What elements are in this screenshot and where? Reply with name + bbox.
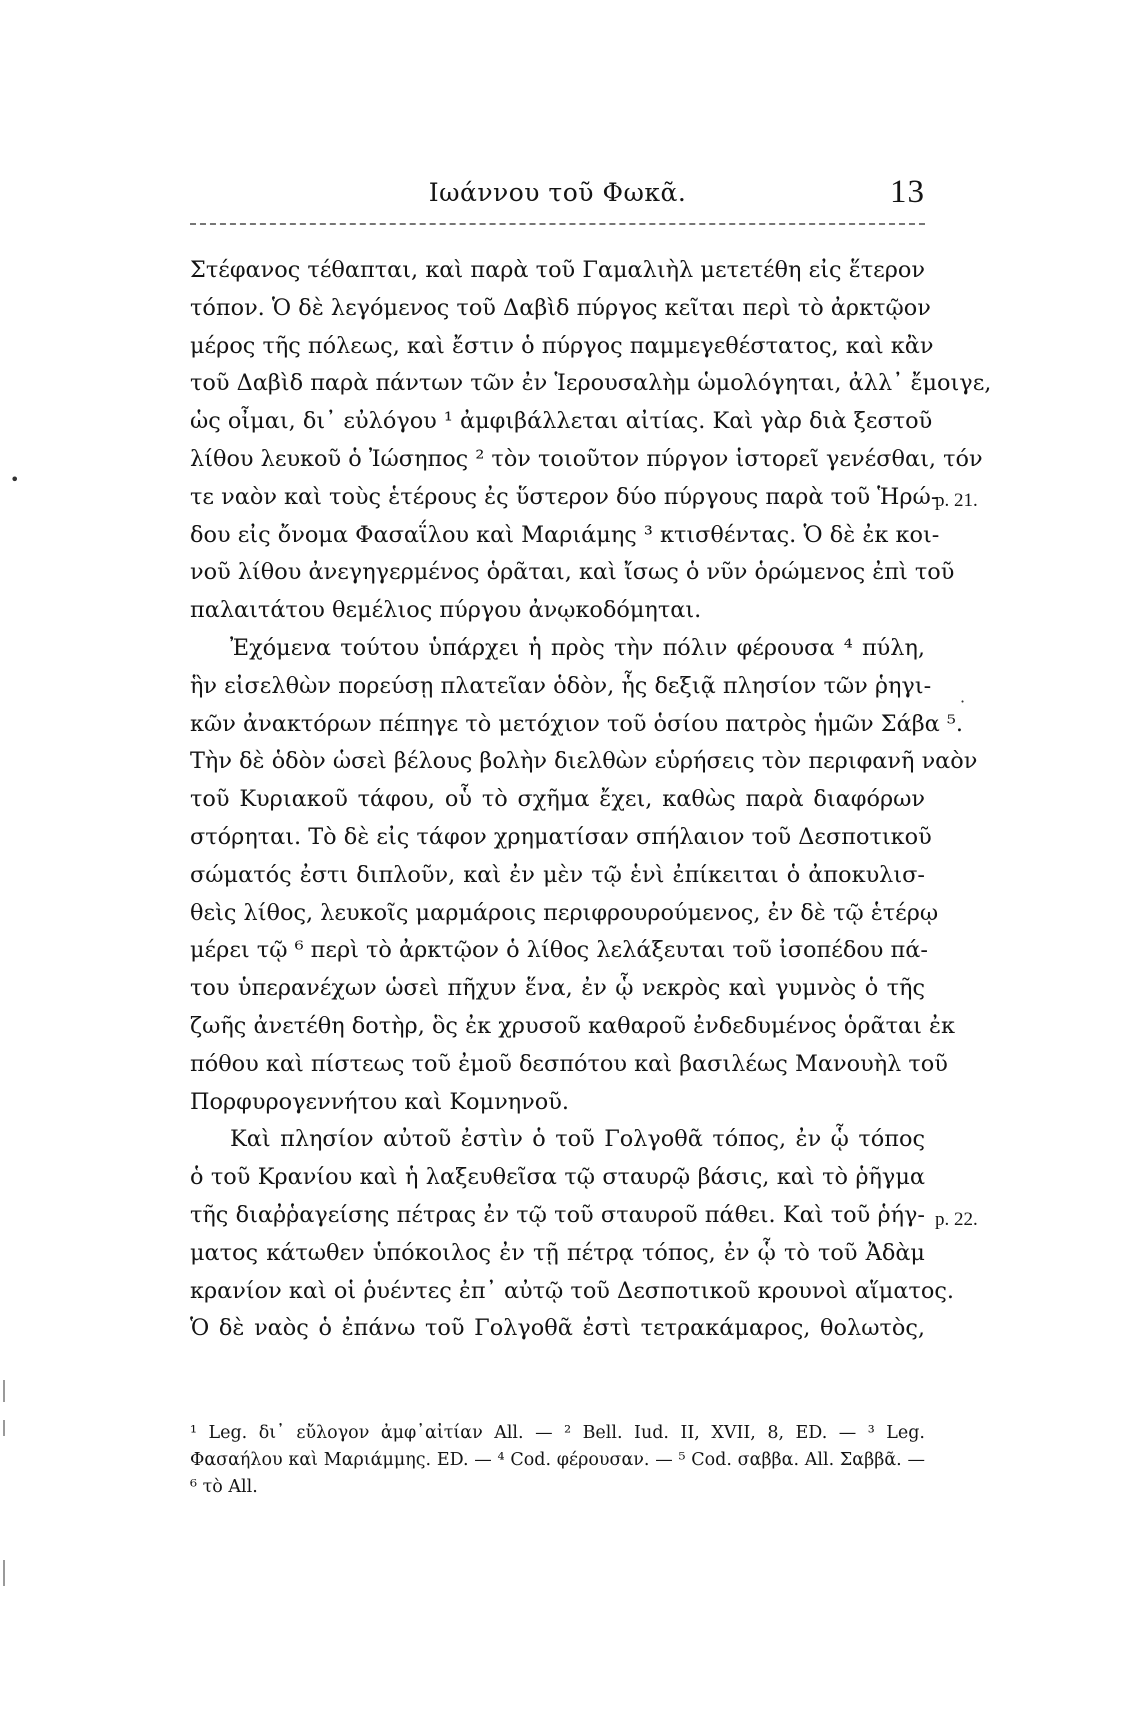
text-line: Τὴν δὲ ὁδὸν ὡσεὶ βέλους βολὴν διελθὼν εὑρήσεις τὸν περιφανῆ ναὸν xyxy=(190,748,978,775)
header-rule xyxy=(190,223,925,225)
running-title: Ιωάννου τοῦ Φωκᾶ. xyxy=(428,178,687,207)
margin-note-p22: p. 22. xyxy=(935,1209,978,1230)
text-line: στόρηται. Τὸ δὲ εἰς τάφον χρηματίσαν σπήλαιον τοῦ Δεσποτικοῦ xyxy=(190,823,932,850)
text-line: κῶν ἀνακτόρων πέπηγε τὸ μετόχιον τοῦ ὁσίου πατρὸς ἡμῶν Σάβα ⁵. xyxy=(190,710,964,737)
page-number: 13 xyxy=(890,174,925,210)
text-line: θεὶς λίθος, λευκοῖς μαρμάροις περιφρουρούμενος, ἐν δὲ τῷ ἑτέρῳ xyxy=(190,899,939,926)
stray-mark: • xyxy=(10,470,20,489)
text-line: Πορφυρογεννήτου καὶ Κομνηνοῦ. xyxy=(190,1088,569,1115)
text-line: κρανίον καὶ οἱ ῥυέντες ἐπ᾽ αὐτῷ τοῦ Δεσποτικοῦ κρουνοὶ αἵματος. xyxy=(190,1277,954,1304)
footnotes xyxy=(190,1420,925,1501)
text-line: νοῦ λίθου ἀνεγηγερμένος ὁρᾶται, καὶ ἴσως ὁ νῦν ὁρώμενος ἐπὶ τοῦ xyxy=(190,559,955,586)
scan-edge-mark xyxy=(3,1380,5,1402)
text-line: λίθου λευκοῦ ὁ Ἰώσηπος ² τὸν τοιοῦτον πύργον ἱστορεῖ γενέσθαι, τόν xyxy=(190,445,983,472)
text-line: τε ναὸν καὶ τοὺς ἑτέρους ἐς ὕστερον δύο πύργους παρὰ τοῦ Ἡρώ- xyxy=(190,483,939,510)
text-line: τοῦ Δαβὶδ παρὰ πάντων τῶν ἐν Ἱερουσαλὴμ ὡμολόγηται, ἀλλ᾽ ἔμοιγε, xyxy=(190,370,992,397)
footnote-line: ⁶ τὸ All. xyxy=(190,1477,258,1497)
text-line: μέρος τῆς πόλεως, καὶ ἔστιν ὁ πύργος παμμεγεθέστατος, καὶ κἂν xyxy=(190,332,934,359)
page-header xyxy=(190,174,925,218)
text-line: μέρει τῷ ⁶ περὶ τὸ ἀρκτῷον ὁ λίθος λελάξευται τοῦ ἰσοπέδου πά- xyxy=(190,937,928,964)
text-line: Στέφανος τέθαπται, καὶ παρὰ τοῦ Γαμαλιὴλ μετετέθη εἰς ἕτερον xyxy=(190,257,925,283)
footnote-line: ¹ Leg. δι᾽ εὔλογον ἀμφ᾽αἰτίαν All. — ² Bell. Iud. II, XVII, 8, ED. — ³ Leg. xyxy=(190,1423,925,1443)
text-line: τοῦ Κυριακοῦ τάφου, οὗ τὸ σχῆμα ἔχει, καθὼς παρὰ διαφόρων xyxy=(190,786,925,813)
margin-note-p21: p. 21. xyxy=(935,490,978,511)
text-line: Καὶ πλησίον αὐτοῦ ἐστὶν ὁ τοῦ Γολγοθᾶ τόπος, ἐν ᾧ τόπος xyxy=(230,1126,925,1153)
footnote-line: Φασαήλου καὶ Μαριάμμης. ED. — ⁴ Cod. φέρουσαν. — ⁵ Cod. σαββα. All. Σαββᾶ. — xyxy=(190,1450,925,1470)
text-line: ἣν εἰσελθὼν πορεύσῃ πλατεῖαν ὁδὸν, ἧς δεξιᾷ πλησίον τῶν ῥηγι- xyxy=(190,672,932,699)
text-line: ματος κάτωθεν ὑπόκοιλος ἐν τῇ πέτρᾳ τόπος, ἐν ᾧ τὸ τοῦ Ἀδὰμ xyxy=(190,1239,925,1266)
stray-mark: · xyxy=(960,692,966,711)
text-line: ὁ τοῦ Κρανίου καὶ ἡ λαξευθεῖσα τῷ σταυρῷ βάσις, καὶ τὸ ῥῆγμα xyxy=(190,1164,925,1191)
text-line: σώματός ἐστι διπλοῦν, καὶ ἐν μὲν τῷ ἑνὶ ἐπίκειται ὁ ἀποκυλισ- xyxy=(190,861,925,888)
text-line: Ἐχόμενα τούτου ὑπάρχει ἡ πρὸς τὴν πόλιν φέρουσα ⁴ πύλη, xyxy=(230,634,925,661)
text-line: ὡς οἶμαι, δι᾽ εὐλόγου ¹ ἀμφιβάλλεται αἰτίας. Καὶ γὰρ διὰ ξεστοῦ xyxy=(190,408,933,435)
text-line: του ὑπερανέχων ὡσεὶ πῆχυν ἕνα, ἐν ᾧ νεκρὸς καὶ γυμνὸς ὁ τῆς xyxy=(190,975,925,1002)
text-line: ζωῆς ἀνετέθη δοτὴρ, ὃς ἐκ χρυσοῦ καθαροῦ ἐνδεδυμένος ὁρᾶται ἐκ xyxy=(190,1012,956,1039)
scan-edge-mark xyxy=(3,1420,5,1436)
text-line: τόπον. Ὁ δὲ λεγόμενος τοῦ Δαβὶδ πύργος κεῖται περὶ τὸ ἀρκτῷον xyxy=(190,294,931,321)
text-line: τῆς διαῤῥαγείσης πέτρας ἐν τῷ τοῦ σταυροῦ πάθει. Καὶ τοῦ ῥήγ- xyxy=(190,1201,925,1228)
text-line: δου εἰς ὄνομα Φασαΐλου καὶ Μαριάμης ³ κτισθέντας. Ὁ δὲ ἐκ κοι- xyxy=(190,521,940,548)
scan-edge-mark xyxy=(3,1560,5,1586)
text-line: Ὁ δὲ ναὸς ὁ ἐπάνω τοῦ Γολγοθᾶ ἐστὶ τετρακάμαρος, θολωτὸς, xyxy=(190,1315,925,1342)
text-line: πόθου καὶ πίστεως τοῦ ἐμοῦ δεσπότου καὶ βασιλέως Μανουὴλ τοῦ xyxy=(190,1050,948,1077)
text-line: παλαιτάτου θεμέλιος πύργου ἀνῳκοδόμηται. xyxy=(190,597,702,624)
